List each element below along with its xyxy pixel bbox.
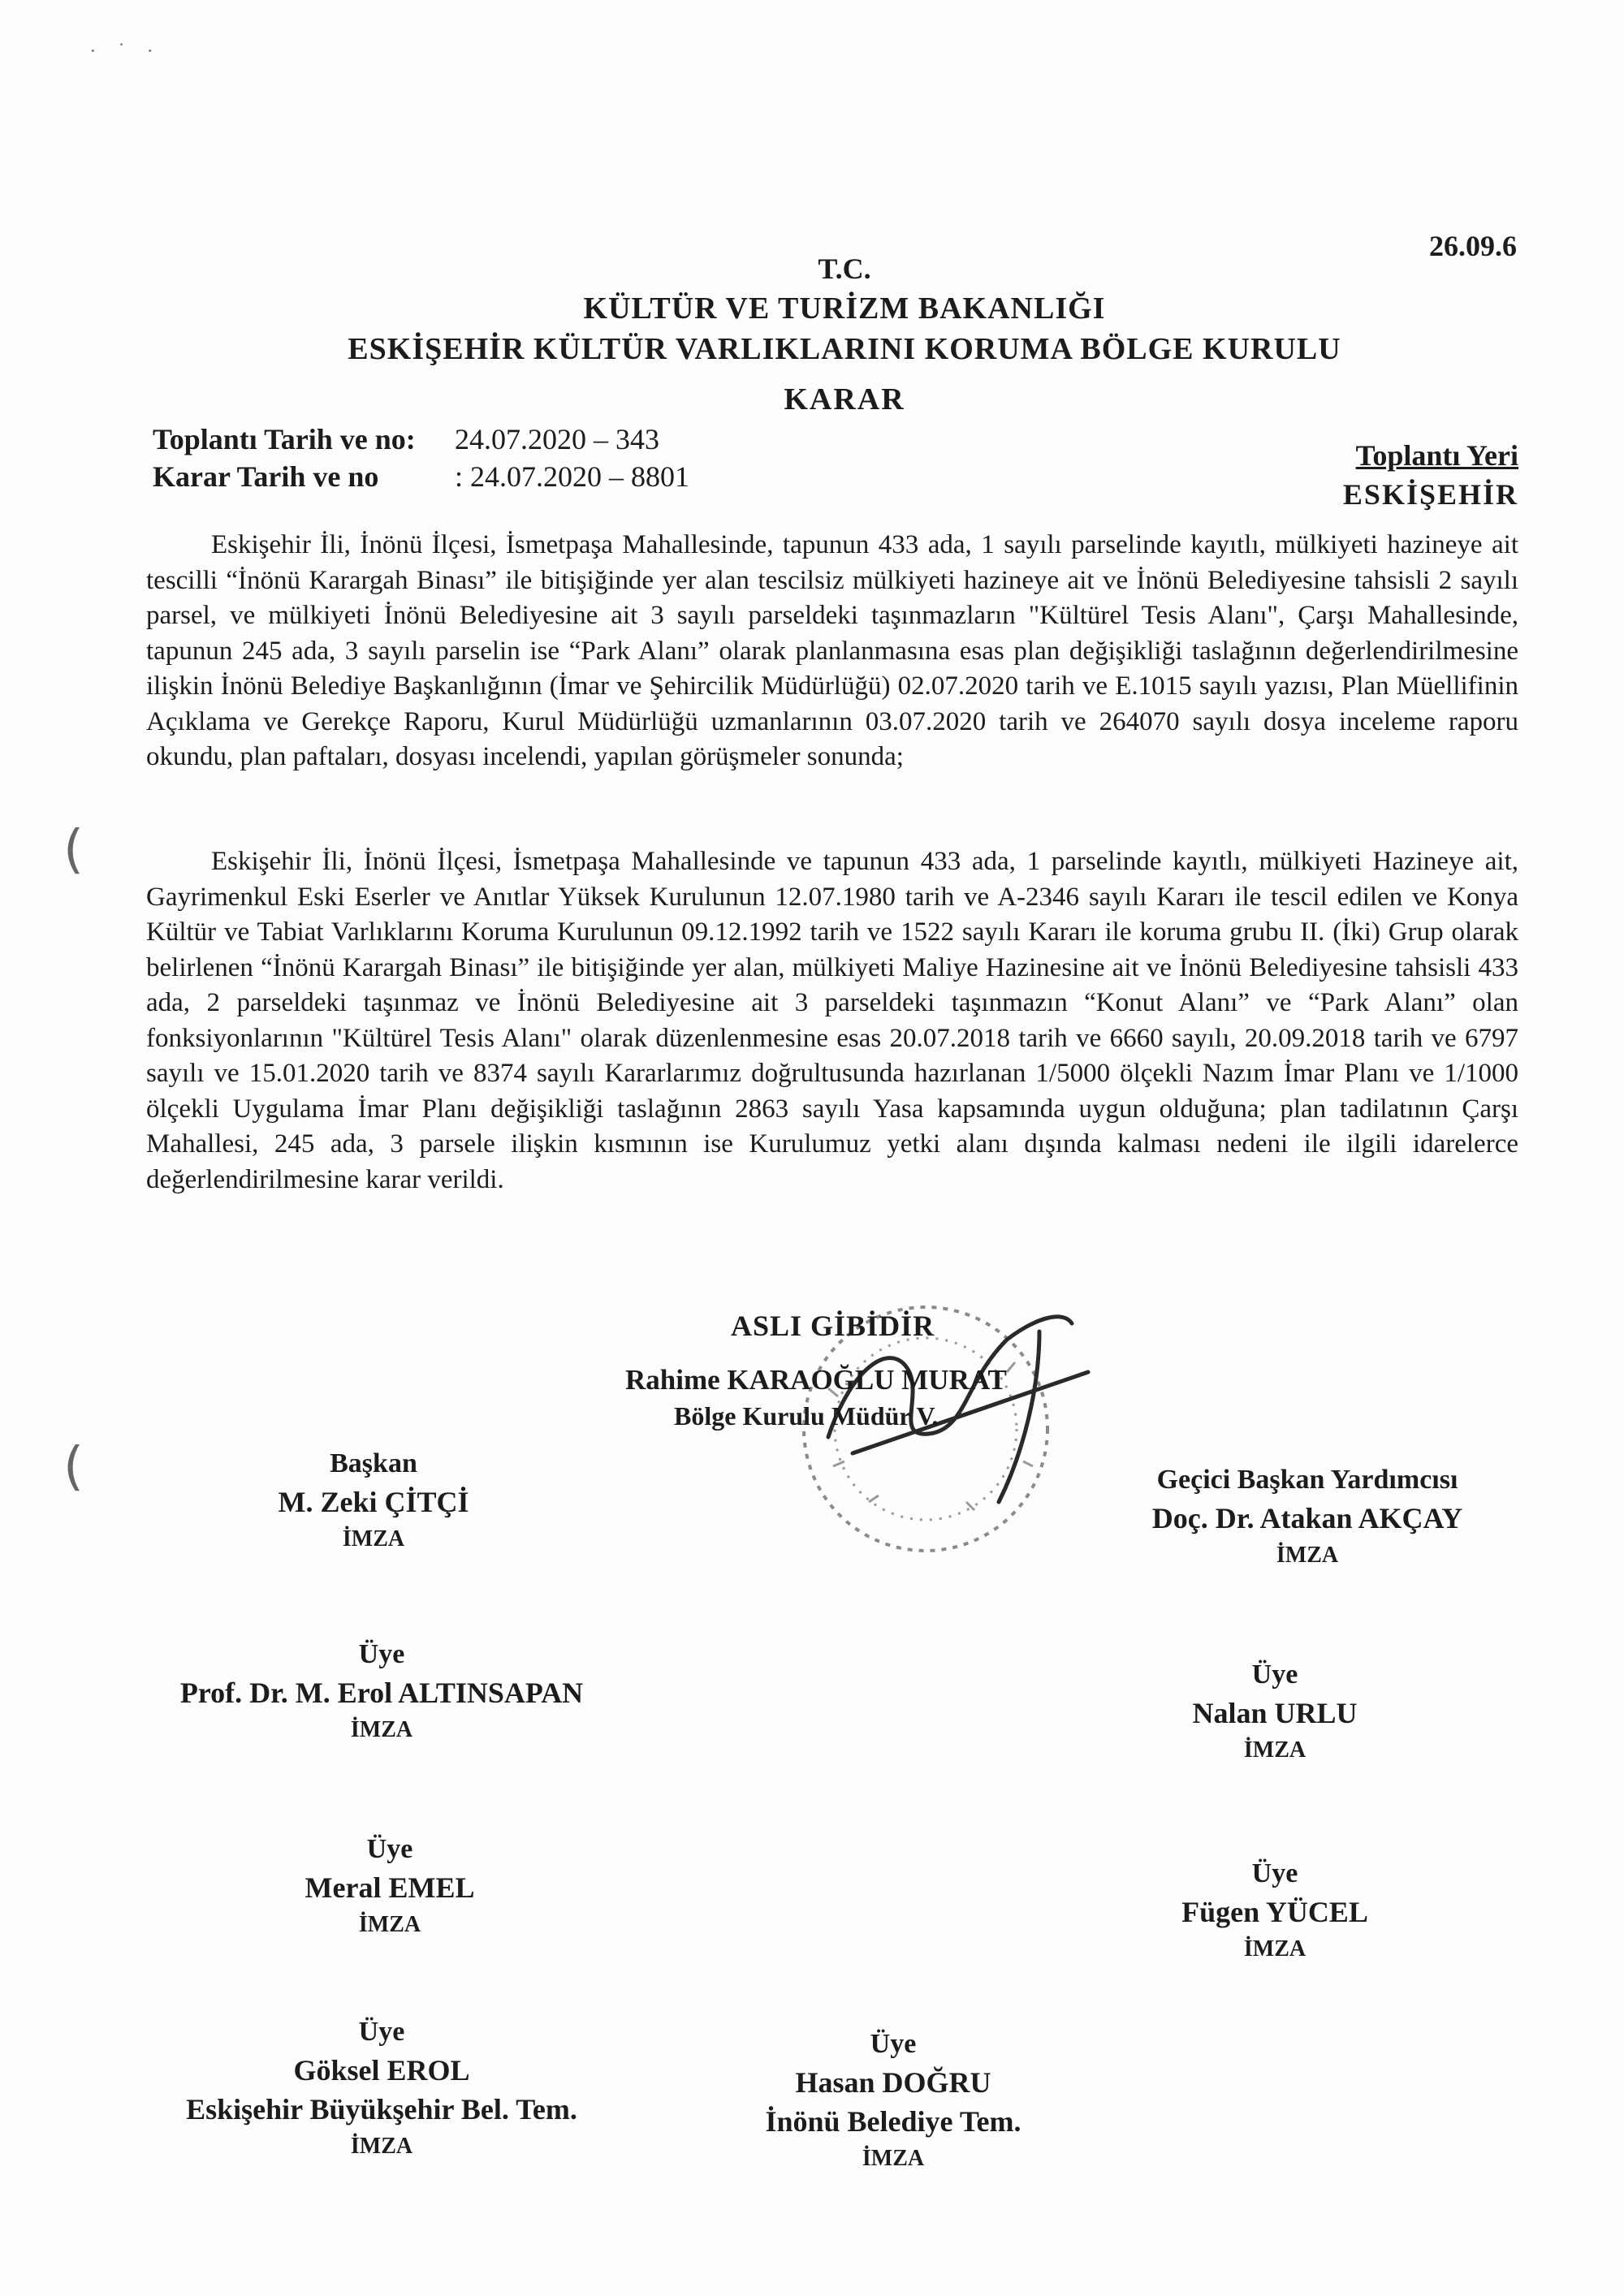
- signature-block-member: [114, 2013, 650, 2164]
- margin-mark: (: [63, 820, 84, 880]
- decision-date-label: Karar Tarih ve no: [153, 460, 379, 493]
- signatory-role: Geçici Başkan Yardımcısı: [1156, 1465, 1458, 1495]
- signatory-sign-mark: İMZA: [1243, 1737, 1307, 1763]
- signatory-representation: Eskişehir Büyükşehir Bel. Tem.: [186, 2093, 577, 2126]
- signature-block-vice-chair: [1080, 1461, 1535, 1573]
- signatory-role: Üye: [358, 1639, 405, 1669]
- certified-copy-text: ASLI GİBİDİR: [731, 1310, 935, 1342]
- signature-block-member: [227, 1831, 552, 1943]
- signatory-sign-mark: İMZA: [358, 1912, 421, 1937]
- body-paragraph-1: Eskişehir İli, İnönü İlçesi, İsmetpaşa Mahallesinde, tapunun 433 ada, 1 sayılı parselinde kayıtlı, mülkiyeti hazineye ait tescilli “İnönü Karargah Binası” ile bitişiğinde yer alan tescilsiz mülkiyeti hazineye ait ve İnönü Belediyesine tahsisli 2 sayılı parsel, ve mülkiyeti İnönü Belediyesine ait 3 sayılı parseldeki taşınmazların "Kültürel Tesis Alanı", Çarşı Mahallesinde, tapunun 245 ada, 3 sayılı parselin ise “Park Alanı” olarak planlanmasına esas plan değişikliği taslağının değerlendirilmesine ilişkin İnönü Belediye Başkanlığının (İmar ve Şehircilik Müdürlüğü) 02.07.2020 tarih ve E.1015 sayılı yazısı, Plan Müellifinin Açıklama ve Gerekçe Raporu, Kurul Müdürlüğü uzmanlarının 03.07.2020 tarih ve 264070 sayılı dosya inceleme raporu okundu, plan paftaları, dosyası incelendi, yapılan görüşmeler sonunda;: [146, 530, 1518, 771]
- signatory-sign-mark: İMZA: [1276, 1543, 1339, 1568]
- signatory-sign-mark: İMZA: [862, 2146, 925, 2171]
- signatory-role: Üye: [366, 1834, 413, 1864]
- signatory-sign-mark: İMZA: [350, 2134, 413, 2159]
- signature-block-member: [130, 1636, 633, 1748]
- signatory-name: Göksel EROL: [293, 2054, 470, 2087]
- decision-date-value: : 24.07.2020 – 8801: [455, 460, 690, 493]
- signatory-sign-mark: İMZA: [342, 1526, 405, 1552]
- meeting-date-label: Toplantı Tarih ve no:: [153, 423, 416, 455]
- document-code: 26.09.6: [1429, 230, 1517, 262]
- signatory-representation: İnönü Belediye Tem.: [765, 2105, 1021, 2138]
- signature-block-member: [666, 2026, 1121, 2177]
- signatory-role: Üye: [1251, 1858, 1298, 1888]
- header-board: ESKİŞEHİR KÜLTÜR VARLIKLARINI KORUMA BÖLGE KURULU: [348, 332, 1341, 366]
- header-ministry: KÜLTÜR VE TURİZM BAKANLIĞI: [583, 291, 1106, 326]
- signatory-name: M. Zeki ÇİTÇİ: [278, 1486, 469, 1518]
- header-doc-type: KARAR: [784, 382, 905, 416]
- signatory-name: Doç. Dr. Atakan AKÇAY: [1151, 1502, 1463, 1534]
- signatory-name: Hasan DOĞRU: [795, 2066, 991, 2099]
- margin-mark: (: [63, 1437, 84, 1497]
- meeting-place-value: ESKİŞEHİR: [1342, 478, 1518, 511]
- signatory-role: Üye: [870, 2029, 917, 2059]
- signature-block-member: [1137, 1656, 1413, 1768]
- header-state: T.C.: [818, 252, 871, 285]
- certifying-officer-title: Bölge Kurulu Müdür V.: [674, 1401, 939, 1431]
- signatory-name: Fügen YÜCEL: [1181, 1896, 1368, 1928]
- certifying-officer-name: Rahime KARAOĞLU MURAT: [625, 1364, 1007, 1396]
- signatory-name: Nalan URLU: [1192, 1697, 1358, 1729]
- signature-block-chair: [211, 1445, 536, 1557]
- signature-block-member: [1137, 1855, 1413, 1967]
- body-paragraph-2: Eskişehir İli, İnönü İlçesi, İsmetpaşa Mahallesinde ve tapunun 433 ada, 1 parselinde kayıtlı, mülkiyeti Hazineye ait, Gayrimenkul Eski Eserler ve Anıtlar Yüksek Kurulunun 12.07.1980 tarih ve A-2346 sayılı Kararı ile tescil edilen ve Konya Kültür ve Tabiat Varlıklarını Koruma Kurulunun 09.12.1992 tarih ve 1522 sayılı Kararı ile koruma grubu II. (İki) Grup olarak belirlenen “İnönü Karargah Binası” ile bitişiğinde yer alan, mülkiyeti Maliye Hazinesine ait ve İnönü Belediyesine tahsisli 433 ada, 2 parseldeki taşınmaz ve İnönü Belediyesine ait 3 parseldeki taşınmazın “Konut Alanı” ve “Park Alanı” olan fonksiyonlarının "Kültürel Tesis Alanı" olarak düzenlenmesine esas 20.07.2018 tarih ve 6660 sayılı, 20.09.2018 tarih ve 6797 sayılı ve 15.01.2020 tarih ve 8374 sayılı Kararlarımız doğrultusunda hazırlanan 1/5000 ölçekli Nazım İmar Planı ve 1/1000 ölçekli Uygulama İmar Planı değişikliği taslağının 2863 sayılı Yasa kapsamında uygun olduğuna; plan tadilatının Çarşı Mahallesi, 245 ada, 3 parsele ilişkin kısmının ise Kurulumuz yetki alanı dışında kalması nedeni ile ilgili idarelerce değerlendirilmesine karar verildi.: [146, 847, 1518, 1194]
- signatory-role: Üye: [1251, 1659, 1298, 1690]
- signatory-role: Başkan: [330, 1448, 417, 1478]
- meeting-place-label: Toplantı Yeri: [1355, 439, 1518, 472]
- meeting-date-value: 24.07.2020 – 343: [455, 423, 659, 455]
- signatory-role: Üye: [358, 2017, 405, 2047]
- signatory-name: Prof. Dr. M. Erol ALTINSAPAN: [179, 1677, 584, 1709]
- signatory-sign-mark: İMZA: [1243, 1936, 1307, 1962]
- scan-specks: · ˙ ·: [89, 39, 162, 63]
- signatory-name: Meral EMEL: [304, 1871, 475, 1904]
- meeting-date-row: [153, 422, 659, 456]
- decision-date-row: [153, 460, 689, 494]
- signatory-sign-mark: İMZA: [350, 1717, 413, 1742]
